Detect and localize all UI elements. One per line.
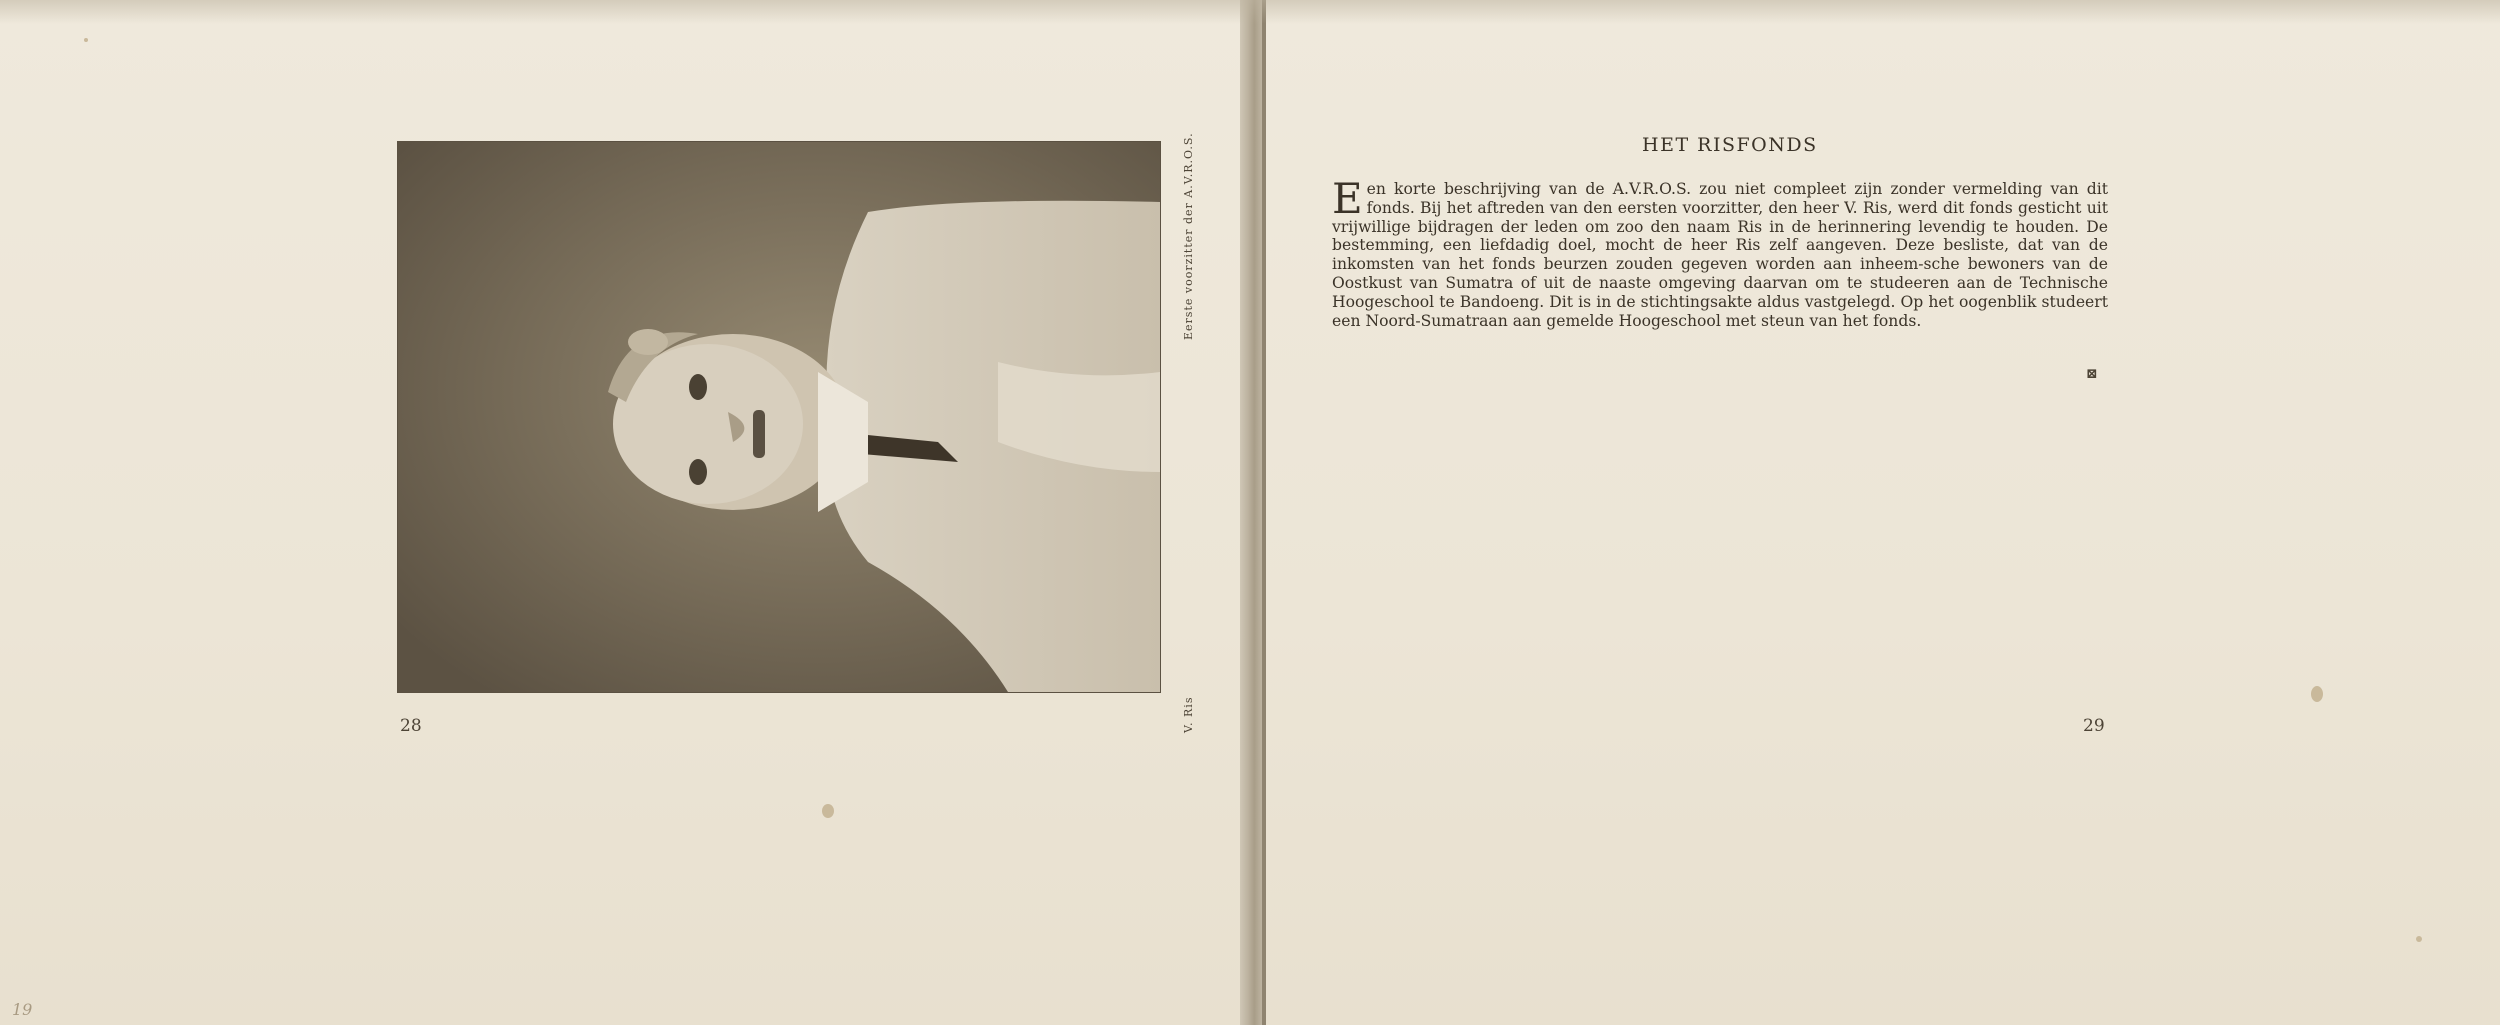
paper-speck — [2311, 686, 2323, 702]
end-mark-icon: ⊠ — [2086, 366, 2098, 382]
left-page — [0, 0, 1240, 1025]
page-number-right: 29 — [2083, 716, 2105, 736]
paper-speck — [84, 38, 88, 42]
body-paragraph — [1332, 174, 2108, 330]
margin-note: 19 — [12, 1000, 33, 1019]
body-text: en korte beschrijving van de A.V.R.O.S. zou niet compleet zijn zonder vermelding van dit fonds. Bij het aftreden van den eersten voorzitter, den heer V. Ris, werd dit fonds gesticht uit vrijwillige bijdragen der leden om zoo den naam Ris in de herinnering levendig te houden. De bestemming, een liefdadig doel, mocht de heer Ris zelf aangeven. Deze besliste, dat van de inkomsten van het fonds beurzen zouden gegeven worden aan inheem-sche bewoners van de Oostkust van Sumatra of uit de naaste omgeving daarvan om te studeeren aan de Technische Hoogeschool te Bandoeng. Dit is in de stichtingsakte aldus vastgelegd. Op het oogenblik studeert een Noord-Sumatraan aan gemelde Hoogeschool met steun van het fonds. — [1332, 180, 2108, 330]
top-edge-shadow — [0, 0, 2500, 24]
portrait-photograph — [398, 142, 1160, 692]
portrait-figure — [398, 142, 1160, 692]
right-page — [1266, 0, 2500, 1025]
drop-cap: E — [1332, 174, 1363, 223]
chapter-heading: HET RISFONDS — [1642, 134, 1818, 156]
photo-caption-name: V. Ris — [1182, 696, 1195, 733]
photo-caption-title: Eerste voorzitter der A.V.R.O.S. — [1182, 132, 1195, 340]
paper-speck — [2416, 936, 2422, 942]
paper-speck — [822, 804, 834, 818]
page-number-left: 28 — [400, 716, 422, 736]
